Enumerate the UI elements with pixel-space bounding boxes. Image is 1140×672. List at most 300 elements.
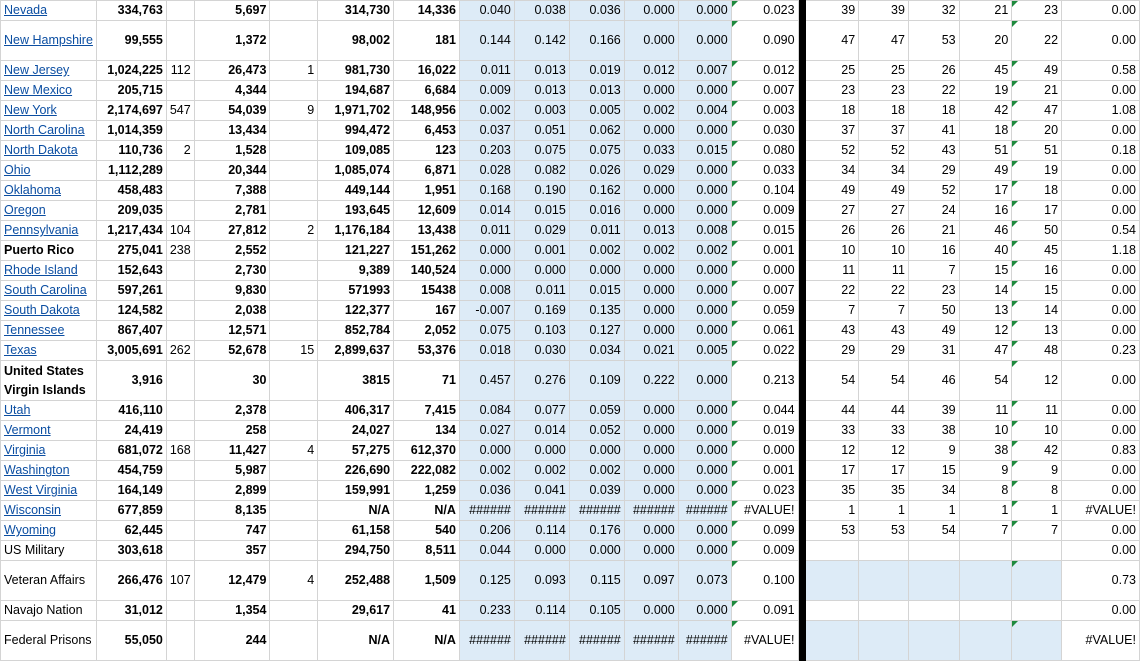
cell-rank-1[interactable]: 33 [806, 421, 859, 441]
cell-rate-1[interactable]: 0.002 [459, 461, 514, 481]
row-name-cell[interactable] [1, 621, 97, 661]
cell-col-d[interactable] [270, 501, 318, 521]
cell-rate-3[interactable]: 0.016 [569, 201, 624, 221]
cell-cases[interactable]: 416,110 [96, 401, 166, 421]
cell-rate-4[interactable]: 0.000 [624, 121, 678, 141]
cell-rank-3[interactable]: 34 [908, 481, 959, 501]
cell-rank-3[interactable] [908, 541, 959, 561]
cell-rank-4[interactable]: 12 [959, 321, 1012, 341]
cell-rank-1[interactable]: 47 [806, 21, 859, 61]
cell-active[interactable]: 181 [394, 21, 460, 61]
cell-cases[interactable]: 1,024,225 [96, 61, 166, 81]
cell-rate-2[interactable]: 0.082 [514, 161, 569, 181]
cell-rate-5[interactable]: 0.008 [678, 221, 731, 241]
cell-rate-3[interactable]: 0.059 [569, 401, 624, 421]
row-name-cell[interactable] [1, 501, 97, 521]
cell-active[interactable]: N/A [394, 501, 460, 521]
cell-rate-1[interactable]: 0.008 [459, 281, 514, 301]
cell-rate-3[interactable]: 0.075 [569, 141, 624, 161]
cell-recovered[interactable]: 98,002 [318, 21, 394, 61]
cell-active[interactable]: 140,524 [394, 261, 460, 281]
cell-cases[interactable]: 164,149 [96, 481, 166, 501]
cell-deaths[interactable]: 20,344 [194, 161, 270, 181]
cell-deaths[interactable]: 2,038 [194, 301, 270, 321]
row-name-cell[interactable] [1, 1, 97, 21]
cell-rank-5[interactable]: 47 [1012, 101, 1062, 121]
cell-rate-2[interactable]: 0.142 [514, 21, 569, 61]
cell-rate-avg[interactable]: 0.033 [731, 161, 798, 181]
cell-rank-5[interactable]: 14 [1012, 301, 1062, 321]
cell-rate-2[interactable]: 0.114 [514, 521, 569, 541]
cell-col-b[interactable] [166, 21, 194, 61]
cell-rate-4[interactable]: 0.000 [624, 481, 678, 501]
cell-deaths[interactable]: 30 [194, 361, 270, 401]
cell-col-d[interactable] [270, 81, 318, 101]
cell-rank-5[interactable]: 50 [1012, 221, 1062, 241]
cell-deaths[interactable]: 26,473 [194, 61, 270, 81]
cell-col-b[interactable] [166, 281, 194, 301]
cell-rank-3[interactable]: 50 [908, 301, 959, 321]
cell-rate-4[interactable]: ###### [624, 621, 678, 661]
cell-deaths[interactable]: 2,552 [194, 241, 270, 261]
cell-rate-5[interactable]: 0.000 [678, 21, 731, 61]
cell-recovered[interactable]: 122,377 [318, 301, 394, 321]
cell-rank-5[interactable]: 23 [1012, 1, 1062, 21]
cell-rank-2[interactable]: 44 [859, 401, 909, 421]
cell-rank-5[interactable]: 8 [1012, 481, 1062, 501]
row-name-cell[interactable] [1, 421, 97, 441]
cell-rate-5[interactable]: ###### [678, 501, 731, 521]
cell-deaths[interactable]: 12,571 [194, 321, 270, 341]
cell-deaths[interactable]: 12,479 [194, 561, 270, 601]
cell-deaths[interactable]: 13,434 [194, 121, 270, 141]
cell-rank-2[interactable]: 18 [859, 101, 909, 121]
cell-rank-1[interactable] [806, 601, 859, 621]
row-name-cell[interactable] [1, 21, 97, 61]
cell-rank-3[interactable]: 9 [908, 441, 959, 461]
cell-score[interactable]: 0.00 [1062, 401, 1140, 421]
cell-cases[interactable]: 205,715 [96, 81, 166, 101]
cell-deaths[interactable]: 2,378 [194, 401, 270, 421]
cell-rank-1[interactable]: 52 [806, 141, 859, 161]
state-link[interactable]: Wyoming [4, 523, 56, 537]
cell-rate-1[interactable]: 0.011 [459, 221, 514, 241]
state-link[interactable]: Wisconsin [4, 503, 61, 517]
cell-rate-1[interactable]: ###### [459, 501, 514, 521]
cell-rate-3[interactable]: 0.015 [569, 281, 624, 301]
cell-rate-2[interactable]: 0.000 [514, 541, 569, 561]
cell-col-d[interactable]: 2 [270, 221, 318, 241]
state-link[interactable]: Utah [4, 403, 31, 417]
cell-rank-2[interactable]: 22 [859, 281, 909, 301]
cell-rank-4[interactable]: 46 [959, 221, 1012, 241]
cell-rank-4[interactable]: 13 [959, 301, 1012, 321]
cell-recovered[interactable]: 226,690 [318, 461, 394, 481]
cell-rate-avg[interactable]: 0.100 [731, 561, 798, 601]
cell-rate-5[interactable]: 0.000 [678, 321, 731, 341]
cell-rank-2[interactable]: 17 [859, 461, 909, 481]
cell-rate-1[interactable]: 0.040 [459, 1, 514, 21]
cell-deaths[interactable]: 5,987 [194, 461, 270, 481]
cell-col-b[interactable]: 262 [166, 341, 194, 361]
cell-col-d[interactable] [270, 301, 318, 321]
cell-col-d[interactable] [270, 141, 318, 161]
cell-recovered[interactable]: N/A [318, 501, 394, 521]
cell-rank-1[interactable]: 26 [806, 221, 859, 241]
cell-rate-1[interactable]: 0.000 [459, 441, 514, 461]
cell-col-b[interactable] [166, 361, 194, 401]
cell-rate-3[interactable]: 0.109 [569, 361, 624, 401]
cell-recovered[interactable]: 449,144 [318, 181, 394, 201]
cell-cases[interactable]: 1,014,359 [96, 121, 166, 141]
cell-active[interactable]: 540 [394, 521, 460, 541]
cell-rate-2[interactable]: 0.051 [514, 121, 569, 141]
cell-rate-4[interactable]: 0.222 [624, 361, 678, 401]
cell-rate-5[interactable]: 0.000 [678, 161, 731, 181]
cell-cases[interactable]: 62,445 [96, 521, 166, 541]
cell-col-d[interactable] [270, 361, 318, 401]
cell-score[interactable]: 0.00 [1062, 541, 1140, 561]
cell-active[interactable]: 2,052 [394, 321, 460, 341]
cell-rate-5[interactable]: 0.000 [678, 441, 731, 461]
cell-rank-4[interactable] [959, 601, 1012, 621]
cell-rate-5[interactable]: 0.000 [678, 521, 731, 541]
cell-col-d[interactable]: 1 [270, 61, 318, 81]
state-link[interactable]: South Dakota [4, 303, 80, 317]
cell-cases[interactable]: 3,916 [96, 361, 166, 401]
cell-rate-avg[interactable]: 0.090 [731, 21, 798, 61]
cell-col-b[interactable]: 168 [166, 441, 194, 461]
cell-rate-5[interactable]: 0.000 [678, 461, 731, 481]
cell-rate-1[interactable]: 0.044 [459, 541, 514, 561]
cell-rate-3[interactable]: 0.036 [569, 1, 624, 21]
state-link[interactable]: Texas [4, 343, 37, 357]
cell-col-d[interactable] [270, 461, 318, 481]
cell-rate-1[interactable]: 0.009 [459, 81, 514, 101]
cell-rank-4[interactable]: 19 [959, 81, 1012, 101]
cell-rate-1[interactable]: 0.144 [459, 21, 514, 61]
cell-recovered[interactable]: 194,687 [318, 81, 394, 101]
cell-recovered[interactable]: 1,085,074 [318, 161, 394, 181]
cell-recovered[interactable]: 159,991 [318, 481, 394, 501]
cell-rate-4[interactable]: 0.000 [624, 461, 678, 481]
cell-score[interactable]: 0.73 [1062, 561, 1140, 601]
cell-score[interactable]: #VALUE! [1062, 501, 1140, 521]
cell-rate-5[interactable]: 0.000 [678, 1, 731, 21]
cell-rate-1[interactable]: 0.000 [459, 261, 514, 281]
cell-rate-avg[interactable]: 0.015 [731, 221, 798, 241]
cell-deaths[interactable]: 1,354 [194, 601, 270, 621]
cell-rate-4[interactable]: 0.097 [624, 561, 678, 601]
cell-score[interactable]: 0.00 [1062, 201, 1140, 221]
cell-rank-2[interactable]: 34 [859, 161, 909, 181]
cell-col-b[interactable] [166, 261, 194, 281]
cell-rank-4[interactable]: 49 [959, 161, 1012, 181]
cell-rank-1[interactable]: 44 [806, 401, 859, 421]
cell-rate-1[interactable]: 0.014 [459, 201, 514, 221]
cell-rate-2[interactable]: 0.003 [514, 101, 569, 121]
cell-rank-1[interactable]: 1 [806, 501, 859, 521]
cell-rate-5[interactable]: 0.000 [678, 361, 731, 401]
cell-rate-1[interactable]: 0.018 [459, 341, 514, 361]
row-name-cell[interactable] [1, 481, 97, 501]
cell-rank-1[interactable]: 54 [806, 361, 859, 401]
cell-score[interactable]: 0.54 [1062, 221, 1140, 241]
cell-rate-2[interactable]: 0.001 [514, 241, 569, 261]
cell-col-d[interactable] [270, 181, 318, 201]
state-link[interactable]: Washington [4, 463, 70, 477]
cell-active[interactable]: 1,509 [394, 561, 460, 601]
cell-rate-avg[interactable]: 0.091 [731, 601, 798, 621]
cell-rank-3[interactable]: 26 [908, 61, 959, 81]
cell-rank-4[interactable]: 47 [959, 341, 1012, 361]
cell-recovered[interactable]: 406,317 [318, 401, 394, 421]
cell-rank-5[interactable]: 21 [1012, 81, 1062, 101]
row-name-cell[interactable] [1, 361, 97, 401]
cell-rank-1[interactable]: 37 [806, 121, 859, 141]
cell-rate-1[interactable]: 0.457 [459, 361, 514, 401]
cell-rate-1[interactable]: 0.125 [459, 561, 514, 601]
cell-col-b[interactable] [166, 181, 194, 201]
cell-rank-3[interactable]: 31 [908, 341, 959, 361]
cell-rank-5[interactable]: 51 [1012, 141, 1062, 161]
cell-score[interactable]: 1.08 [1062, 101, 1140, 121]
cell-rate-2[interactable]: 0.190 [514, 181, 569, 201]
state-link[interactable]: Ohio [4, 163, 31, 177]
cell-active[interactable]: 8,511 [394, 541, 460, 561]
cell-rank-2[interactable]: 49 [859, 181, 909, 201]
cell-rate-2[interactable]: 0.015 [514, 201, 569, 221]
cell-col-d[interactable] [270, 521, 318, 541]
cell-rank-5[interactable]: 16 [1012, 261, 1062, 281]
cell-rate-2[interactable]: 0.014 [514, 421, 569, 441]
row-name-cell[interactable] [1, 541, 97, 561]
cell-rate-3[interactable]: 0.176 [569, 521, 624, 541]
cell-score[interactable]: 0.00 [1062, 421, 1140, 441]
cell-active[interactable]: 123 [394, 141, 460, 161]
cell-col-b[interactable] [166, 401, 194, 421]
cell-cases[interactable]: 55,050 [96, 621, 166, 661]
cell-rank-5[interactable]: 17 [1012, 201, 1062, 221]
cell-col-b[interactable] [166, 121, 194, 141]
row-name-cell[interactable] [1, 461, 97, 481]
cell-deaths[interactable]: 2,899 [194, 481, 270, 501]
cell-rate-avg[interactable]: 0.022 [731, 341, 798, 361]
state-link[interactable]: New Jersey [4, 63, 70, 77]
cell-rank-1[interactable]: 12 [806, 441, 859, 461]
cell-rank-3[interactable]: 53 [908, 21, 959, 61]
cell-rank-2[interactable] [859, 621, 909, 661]
cell-rate-2[interactable]: 0.075 [514, 141, 569, 161]
cell-recovered[interactable]: 193,645 [318, 201, 394, 221]
cell-cases[interactable]: 458,483 [96, 181, 166, 201]
cell-rate-1[interactable]: 0.000 [459, 241, 514, 261]
cell-rank-3[interactable] [908, 561, 959, 601]
cell-rate-3[interactable]: 0.105 [569, 601, 624, 621]
cell-rate-2[interactable]: 0.114 [514, 601, 569, 621]
cell-rank-4[interactable] [959, 541, 1012, 561]
cell-rate-4[interactable]: 0.000 [624, 421, 678, 441]
cell-rank-4[interactable]: 45 [959, 61, 1012, 81]
cell-active[interactable]: 71 [394, 361, 460, 401]
cell-rate-1[interactable]: -0.007 [459, 301, 514, 321]
cell-rate-avg[interactable]: #VALUE! [731, 621, 798, 661]
cell-rate-1[interactable]: 0.027 [459, 421, 514, 441]
cell-col-b[interactable] [166, 301, 194, 321]
cell-rate-2[interactable]: ###### [514, 621, 569, 661]
cell-rate-2[interactable]: 0.077 [514, 401, 569, 421]
cell-deaths[interactable]: 4,344 [194, 81, 270, 101]
cell-rate-2[interactable]: 0.002 [514, 461, 569, 481]
cell-rank-1[interactable] [806, 621, 859, 661]
cell-rank-3[interactable]: 49 [908, 321, 959, 341]
state-link[interactable]: Rhode Island [4, 263, 78, 277]
cell-rate-5[interactable]: 0.000 [678, 81, 731, 101]
cell-col-d[interactable] [270, 1, 318, 21]
row-name-cell[interactable] [1, 341, 97, 361]
row-name-cell[interactable] [1, 141, 97, 161]
cell-recovered[interactable]: 981,730 [318, 61, 394, 81]
cell-active[interactable]: 222,082 [394, 461, 460, 481]
cell-rank-2[interactable] [859, 541, 909, 561]
cell-rank-1[interactable]: 7 [806, 301, 859, 321]
cell-score[interactable]: 0.18 [1062, 141, 1140, 161]
cell-recovered[interactable]: 3815 [318, 361, 394, 401]
cell-col-d[interactable]: 9 [270, 101, 318, 121]
cell-rate-4[interactable]: 0.000 [624, 401, 678, 421]
cell-rate-avg[interactable]: 0.023 [731, 481, 798, 501]
cell-rate-2[interactable]: 0.093 [514, 561, 569, 601]
cell-active[interactable]: 53,376 [394, 341, 460, 361]
cell-rate-2[interactable]: 0.041 [514, 481, 569, 501]
cell-rank-4[interactable]: 38 [959, 441, 1012, 461]
cell-rate-2[interactable]: 0.000 [514, 441, 569, 461]
cell-score[interactable]: 0.00 [1062, 601, 1140, 621]
cell-col-b[interactable] [166, 501, 194, 521]
cell-rate-avg[interactable]: 0.104 [731, 181, 798, 201]
cell-rate-2[interactable]: 0.000 [514, 261, 569, 281]
cell-score[interactable]: 0.00 [1062, 181, 1140, 201]
cell-rate-3[interactable]: 0.039 [569, 481, 624, 501]
cell-score[interactable]: 1.18 [1062, 241, 1140, 261]
cell-score[interactable]: 0.00 [1062, 301, 1140, 321]
cell-col-d[interactable] [270, 601, 318, 621]
cell-rate-4[interactable]: 0.013 [624, 221, 678, 241]
row-name-cell[interactable] [1, 281, 97, 301]
cell-rate-5[interactable]: 0.000 [678, 541, 731, 561]
cell-rank-5[interactable]: 10 [1012, 421, 1062, 441]
cell-col-d[interactable]: 15 [270, 341, 318, 361]
cell-cases[interactable]: 334,763 [96, 1, 166, 21]
cell-active[interactable]: 16,022 [394, 61, 460, 81]
cell-rank-1[interactable]: 35 [806, 481, 859, 501]
cell-rate-avg[interactable]: 0.009 [731, 541, 798, 561]
cell-rate-avg[interactable]: 0.000 [731, 261, 798, 281]
cell-rank-4[interactable]: 18 [959, 121, 1012, 141]
cell-rate-5[interactable]: 0.000 [678, 401, 731, 421]
cell-col-d[interactable] [270, 621, 318, 661]
cell-rate-2[interactable]: ###### [514, 501, 569, 521]
cell-deaths[interactable]: 2,730 [194, 261, 270, 281]
cell-rank-2[interactable]: 37 [859, 121, 909, 141]
cell-rate-3[interactable]: 0.162 [569, 181, 624, 201]
cell-rate-3[interactable]: 0.002 [569, 461, 624, 481]
cell-rank-3[interactable]: 52 [908, 181, 959, 201]
cell-rank-1[interactable]: 27 [806, 201, 859, 221]
cell-deaths[interactable]: 258 [194, 421, 270, 441]
cell-cases[interactable]: 209,035 [96, 201, 166, 221]
cell-rate-3[interactable]: 0.000 [569, 541, 624, 561]
cell-score[interactable]: 0.00 [1062, 521, 1140, 541]
row-name-cell[interactable] [1, 441, 97, 461]
cell-rate-4[interactable]: 0.021 [624, 341, 678, 361]
cell-rate-4[interactable]: 0.033 [624, 141, 678, 161]
cell-rank-5[interactable]: 22 [1012, 21, 1062, 61]
cell-col-b[interactable]: 547 [166, 101, 194, 121]
cell-cases[interactable]: 3,005,691 [96, 341, 166, 361]
cell-rate-4[interactable]: 0.000 [624, 21, 678, 61]
cell-rank-4[interactable]: 17 [959, 181, 1012, 201]
cell-col-b[interactable]: 112 [166, 61, 194, 81]
cell-rate-avg[interactable]: 0.009 [731, 201, 798, 221]
cell-rank-3[interactable]: 22 [908, 81, 959, 101]
cell-rank-5[interactable] [1012, 621, 1062, 661]
cell-rate-5[interactable]: 0.000 [678, 421, 731, 441]
cell-rate-1[interactable]: 0.203 [459, 141, 514, 161]
cell-rate-5[interactable]: 0.015 [678, 141, 731, 161]
cell-recovered[interactable]: 314,730 [318, 1, 394, 21]
cell-rank-4[interactable]: 16 [959, 201, 1012, 221]
state-link[interactable]: Virginia [4, 443, 46, 457]
cell-rank-4[interactable] [959, 561, 1012, 601]
cell-cases[interactable]: 2,174,697 [96, 101, 166, 121]
cell-rate-3[interactable]: 0.005 [569, 101, 624, 121]
cell-rank-2[interactable]: 1 [859, 501, 909, 521]
cell-rate-3[interactable]: ###### [569, 501, 624, 521]
cell-rate-1[interactable]: 0.206 [459, 521, 514, 541]
cell-rank-4[interactable]: 7 [959, 521, 1012, 541]
cell-col-b[interactable]: 104 [166, 221, 194, 241]
cell-cases[interactable]: 303,618 [96, 541, 166, 561]
state-link[interactable]: North Carolina [4, 123, 85, 137]
state-link[interactable]: New Hampshire [4, 33, 93, 47]
cell-rank-5[interactable]: 7 [1012, 521, 1062, 541]
cell-rank-2[interactable]: 53 [859, 521, 909, 541]
cell-rate-avg[interactable]: 0.001 [731, 241, 798, 261]
cell-rank-4[interactable]: 54 [959, 361, 1012, 401]
cell-deaths[interactable]: 1,528 [194, 141, 270, 161]
cell-rank-1[interactable]: 29 [806, 341, 859, 361]
cell-rate-3[interactable]: 0.135 [569, 301, 624, 321]
cell-rank-3[interactable]: 15 [908, 461, 959, 481]
cell-rate-5[interactable]: 0.000 [678, 281, 731, 301]
cell-rank-4[interactable]: 20 [959, 21, 1012, 61]
cell-rate-1[interactable]: 0.075 [459, 321, 514, 341]
cell-rate-3[interactable]: 0.052 [569, 421, 624, 441]
cell-rank-2[interactable]: 54 [859, 361, 909, 401]
cell-col-b[interactable] [166, 81, 194, 101]
cell-rank-2[interactable] [859, 561, 909, 601]
cell-rank-4[interactable]: 11 [959, 401, 1012, 421]
cell-col-b[interactable] [166, 1, 194, 21]
cell-rank-3[interactable]: 41 [908, 121, 959, 141]
row-name-cell[interactable] [1, 81, 97, 101]
cell-rate-2[interactable]: 0.011 [514, 281, 569, 301]
cell-score[interactable]: 0.00 [1062, 461, 1140, 481]
cell-score[interactable]: 0.00 [1062, 121, 1140, 141]
cell-rank-2[interactable] [859, 601, 909, 621]
cell-col-d[interactable] [270, 121, 318, 141]
